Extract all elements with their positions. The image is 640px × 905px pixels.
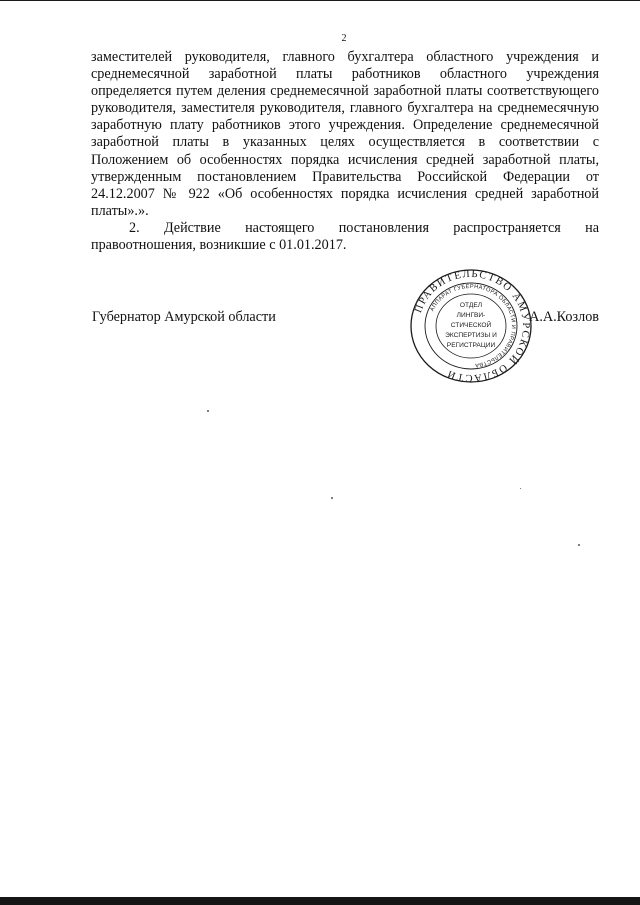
- scan-bottom-edge: [0, 897, 640, 905]
- official-seal-stamp: [409, 268, 533, 384]
- seal-center-text: [445, 302, 497, 349]
- scan-speck: [578, 544, 580, 546]
- paragraph-item-2: 2. Действие настоящего постановления распространяется на правоотношения, возникшие с 01.01.2017.: [91, 219, 599, 254]
- seal-line-5: РЕГИСТРАЦИИ: [446, 342, 496, 349]
- scan-top-edge: [0, 0, 640, 1]
- seal-outer-textpath: ПРАВИТЕЛЬСТВО АМУРСКОЙ ОБЛАСТИ: [413, 268, 532, 384]
- scan-speck: [207, 410, 209, 412]
- seal-graphic: [409, 268, 533, 384]
- signatory-title: Губернатор Амурской области: [92, 309, 276, 325]
- scan-speck: [331, 497, 333, 499]
- paragraph-continuation: заместителей руководителя, главного бухгалтера областного учреждения и среднемесячной заработной платы работников областного учреждения определяется путем деления среднемесячной заработной платы соответствующего руководителя, заместителя руководителя, главного бухгалтера на среднемесячную заработную плату работников этого учреждения. Определение среднемесячной заработной платы в указанных целях осуществляется в соответствии с Положением об особенностях порядка исчисления средней заработной платы, утвержденным постановлением Правительства Российской Федерации от 24.12.2007 № 922 «Об особенностях порядка исчисления средней заработной платы».».: [91, 49, 599, 219]
- page-number: 2: [341, 33, 347, 44]
- document-body: [91, 49, 599, 254]
- seal-inner-textpath: АППАРАТ ГУБЕРНАТОРА ОБЛАСТИ И ПРАВИТЕЛЬСТВА: [429, 283, 517, 368]
- seal-line-2: ЛИНГВИ-: [456, 312, 486, 319]
- seal-line-1: ОТДЕЛ: [459, 302, 483, 309]
- scan-speck: [520, 488, 521, 489]
- seal-line-4: ЭКСПЕРТИЗЫ И: [445, 332, 497, 339]
- seal-line-3: СТИЧЕСКОЙ: [450, 322, 492, 329]
- signatory-name: А.А.Козлов: [529, 309, 599, 325]
